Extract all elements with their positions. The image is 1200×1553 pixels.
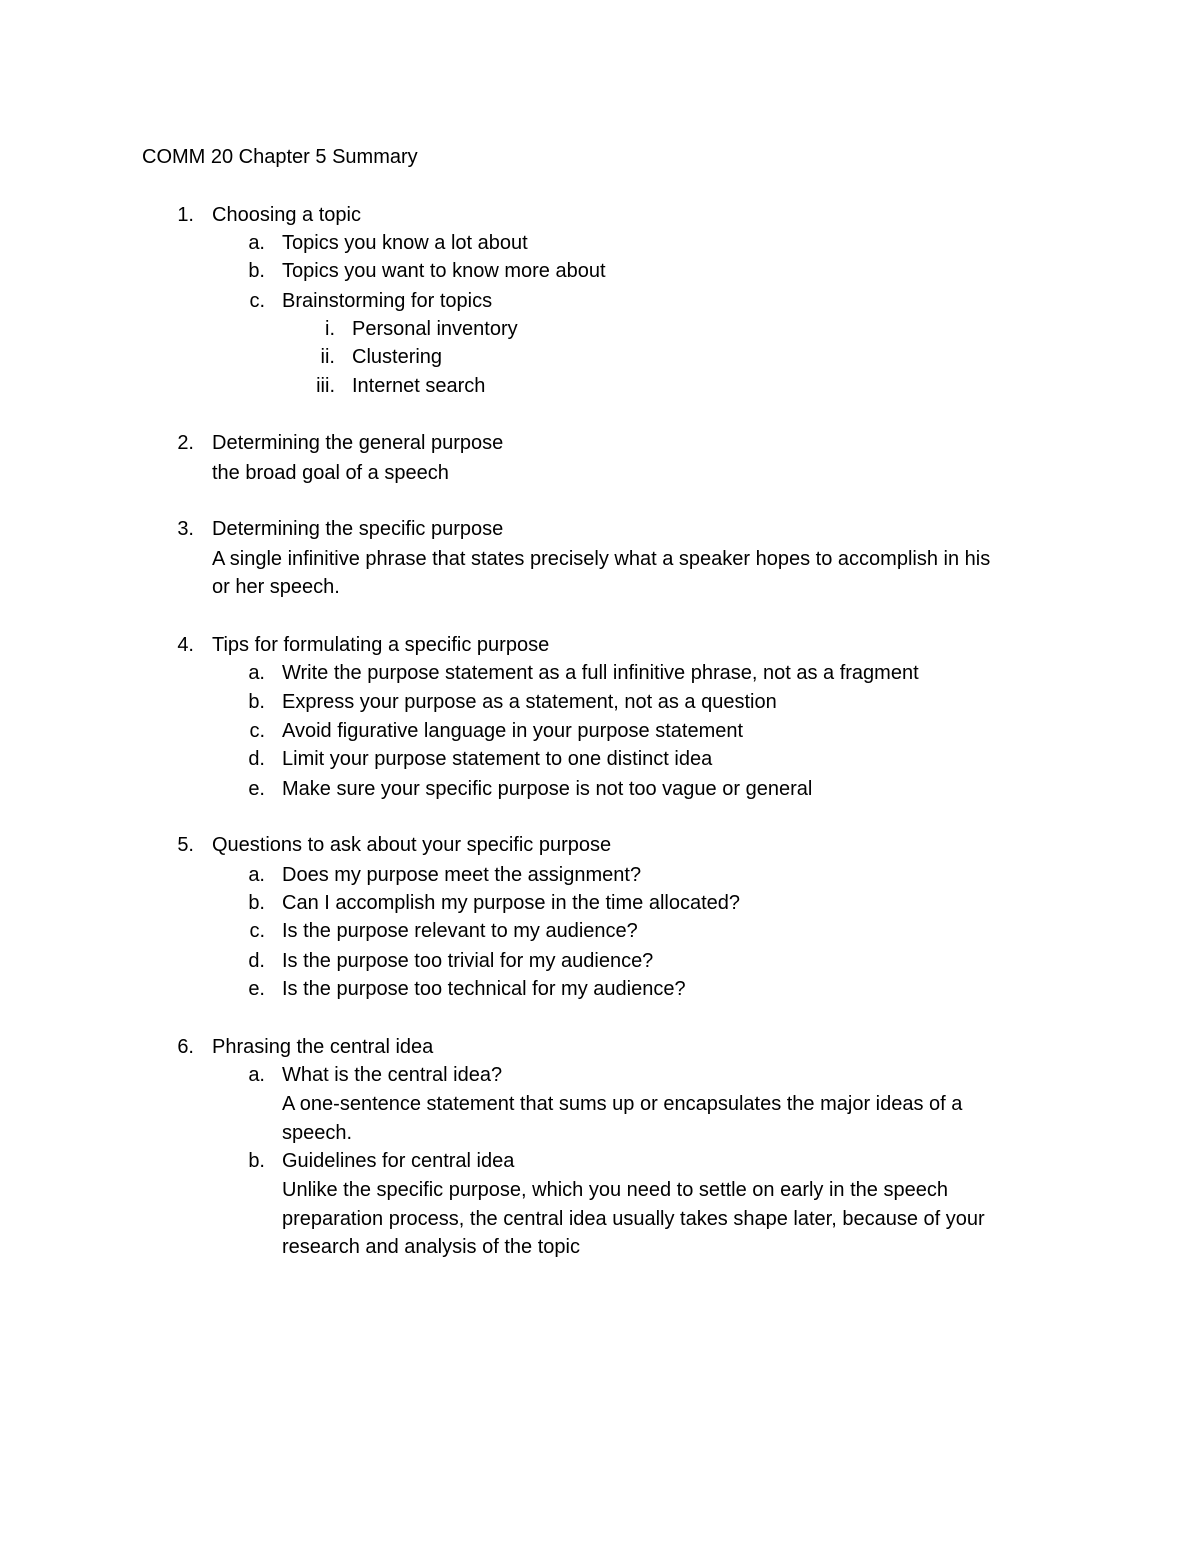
list-item-body: speech. [282, 1122, 353, 1144]
list-item-marker: b. [248, 260, 265, 282]
list-item: What is the central idea? [282, 1064, 503, 1086]
list-item-marker: c. [249, 920, 265, 942]
section-heading: Questions to ask about your specific purpose [212, 834, 612, 856]
list-item: Write the purpose statement as a full infinitive phrase, not as a fragment [282, 662, 919, 684]
list-item: Avoid figurative language in your purpose statement [282, 720, 744, 742]
list-item: Topics you know a lot about [282, 232, 528, 254]
section-number: 4. [177, 634, 194, 656]
list-item-marker: b. [248, 892, 265, 914]
list-item-body: Unlike the specific purpose, which you need to settle on early in the speech [282, 1179, 948, 1201]
list-item-body: research and analysis of the topic [282, 1236, 580, 1258]
list-item-body: preparation process, the central idea usually takes shape later, because of your [282, 1208, 985, 1230]
sub-item: Internet search [352, 375, 486, 397]
section-number: 1. [177, 204, 194, 226]
section-heading: Tips for formulating a specific purpose [212, 634, 550, 656]
list-item: Express your purpose as a statement, not as a question [282, 691, 777, 713]
section-heading: Determining the general purpose [212, 432, 504, 454]
list-item: Is the purpose too trivial for my audience? [282, 950, 654, 972]
list-item-body: A one-sentence statement that sums up or encapsulates the major ideas of a [282, 1093, 963, 1115]
list-item-marker: a. [248, 1064, 265, 1086]
section-body: the broad goal of a speech [212, 462, 449, 484]
sub-item-marker: i. [325, 318, 335, 340]
sub-item: Personal inventory [352, 318, 518, 340]
list-item-marker: d. [248, 748, 265, 770]
document-title: COMM 20 Chapter 5 Summary [142, 146, 418, 168]
list-item-marker: a. [248, 232, 265, 254]
section-body: or her speech. [212, 576, 340, 598]
sub-item-marker: iii. [316, 375, 335, 397]
list-item-marker: a. [248, 864, 265, 886]
list-item: Topics you want to know more about [282, 260, 606, 282]
section-number: 2. [177, 432, 194, 454]
section-heading: Choosing a topic [212, 204, 361, 226]
list-item-marker: c. [249, 290, 265, 312]
list-item: Limit your purpose statement to one distinct idea [282, 748, 713, 770]
list-item: Is the purpose relevant to my audience? [282, 920, 638, 942]
section-heading: Phrasing the central idea [212, 1036, 434, 1058]
list-item-marker: c. [249, 720, 265, 742]
list-item: Brainstorming for topics [282, 290, 493, 312]
section-number: 6. [177, 1036, 194, 1058]
list-item-marker: a. [248, 662, 265, 684]
sub-item: Clustering [352, 346, 443, 368]
section-number: 5. [177, 834, 194, 856]
section-heading: Determining the specific purpose [212, 518, 504, 540]
section-number: 3. [177, 518, 194, 540]
list-item-marker: b. [248, 691, 265, 713]
list-item: Is the purpose too technical for my audience? [282, 978, 686, 1000]
list-item: Guidelines for central idea [282, 1150, 515, 1172]
list-item-marker: e. [248, 978, 265, 1000]
list-item: Make sure your specific purpose is not too vague or general [282, 778, 813, 800]
sub-item-marker: ii. [320, 346, 335, 368]
list-item-marker: e. [248, 778, 265, 800]
list-item-marker: d. [248, 950, 265, 972]
list-item: Can I accomplish my purpose in the time allocated? [282, 892, 741, 914]
list-item: Does my purpose meet the assignment? [282, 864, 642, 886]
list-item-marker: b. [248, 1150, 265, 1172]
section-body: A single infinitive phrase that states precisely what a speaker hopes to accomplish in his [212, 548, 991, 570]
